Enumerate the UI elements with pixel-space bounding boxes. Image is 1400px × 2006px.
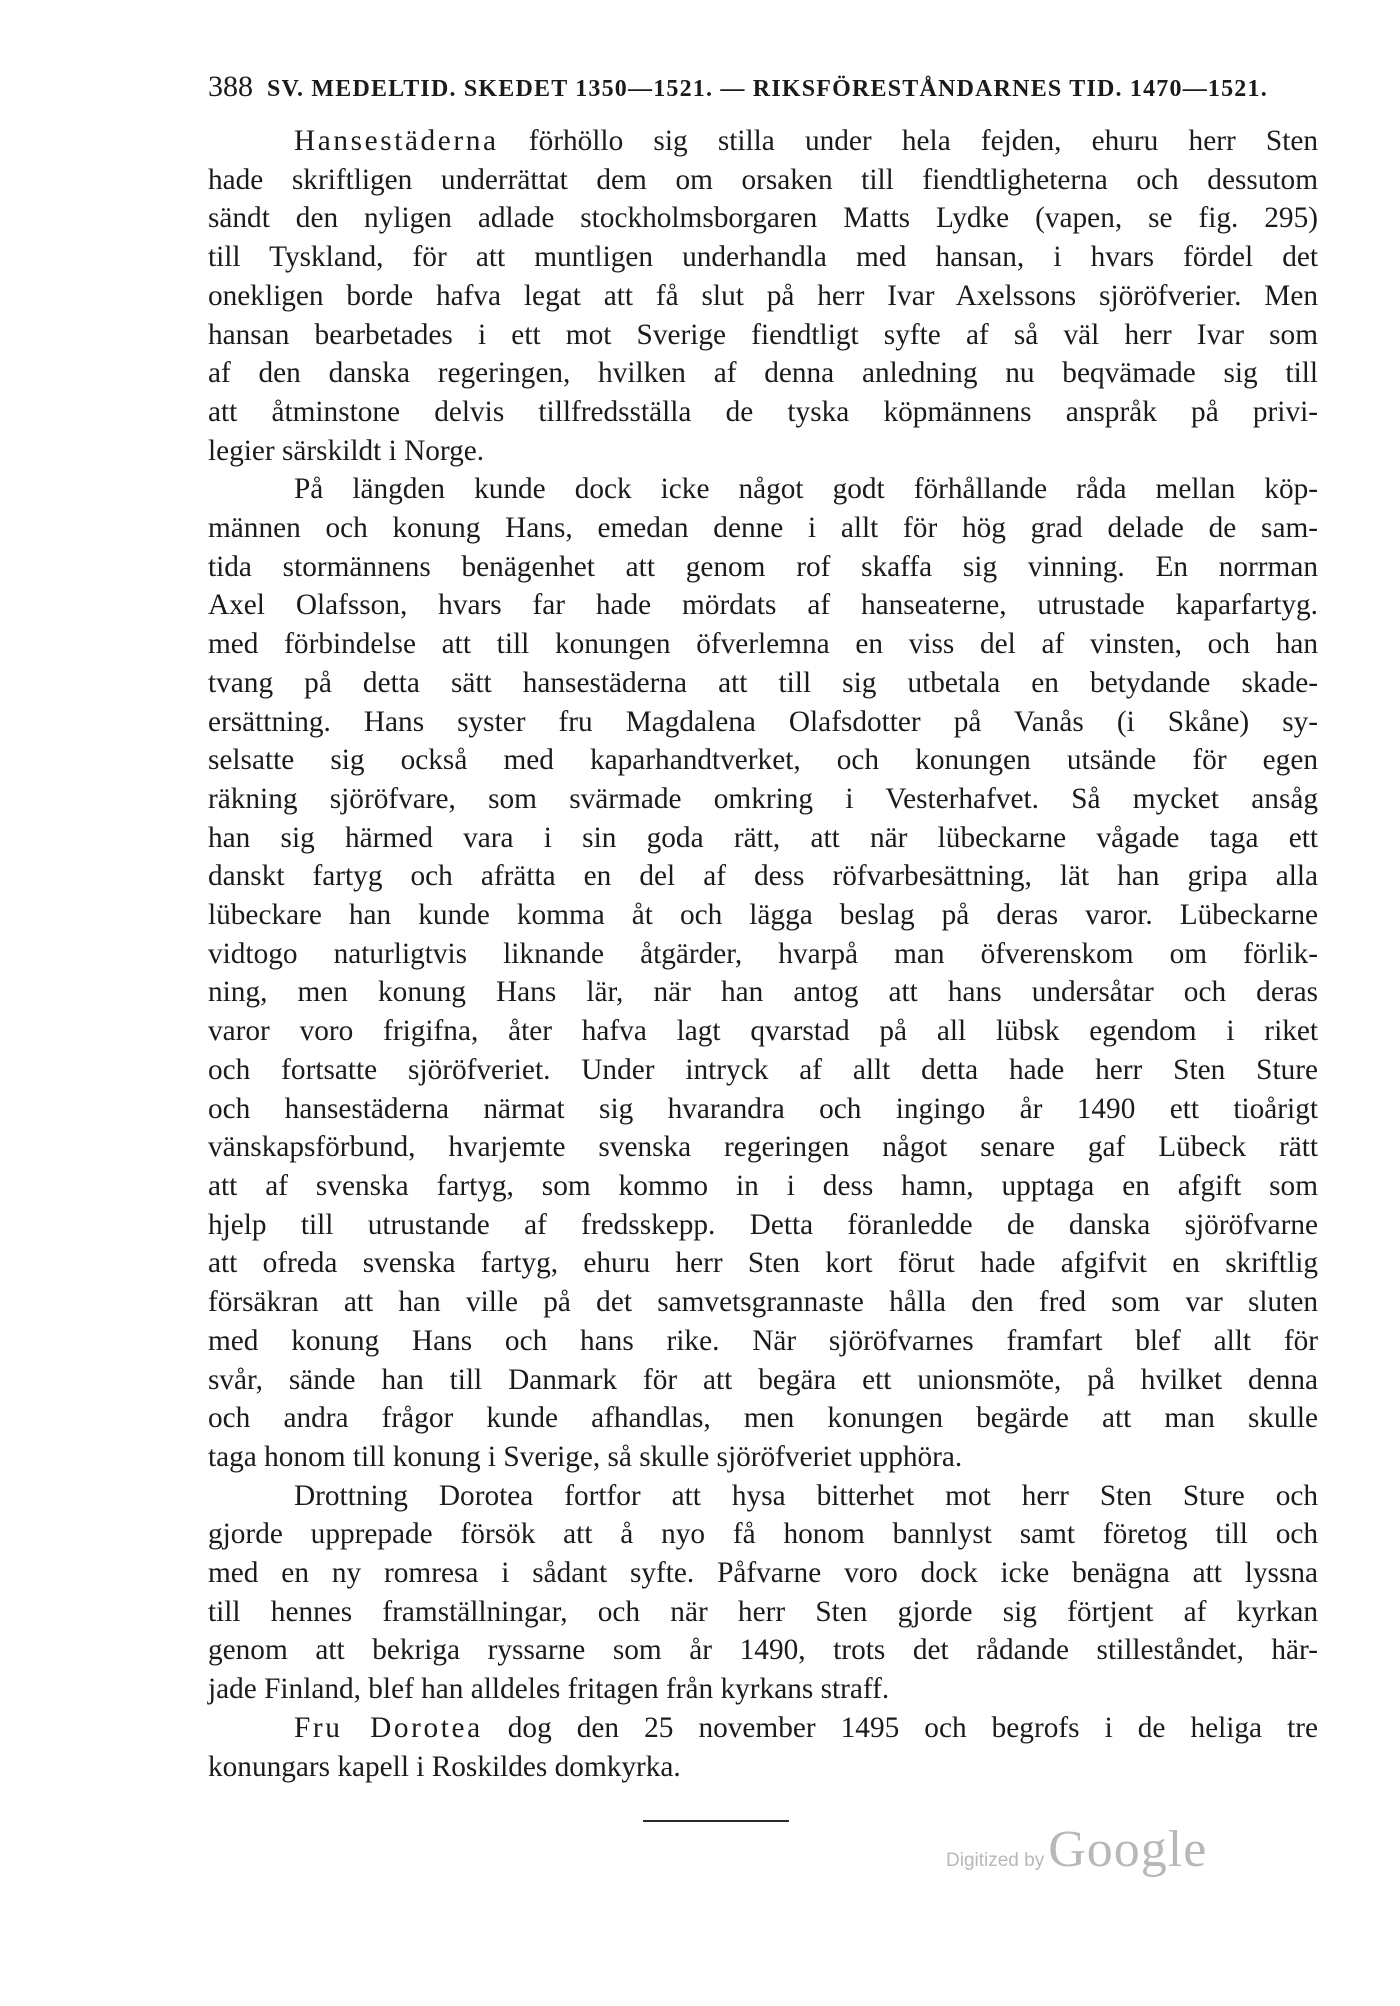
text-line: med förbindelse att till konungen öfverlemna en viss del af vinsten, och han: [208, 628, 1318, 661]
text-line: och fortsatte sjöröfveriet. Under intryck af allt detta hade herr Sten Sture: [208, 1053, 1318, 1086]
text-line: med konung Hans och hans rike. När sjöröfvarnes framfart blef allt för: [208, 1324, 1318, 1357]
text-line: med en ny romresa i sådant syfte. Påfvarne voro dock icke benägna att lyssna: [208, 1557, 1318, 1590]
page-number: 388: [208, 70, 253, 103]
text-line: hjelp till utrustande af fredsskepp. Detta föranledde de danska sjöröfvarne: [208, 1208, 1318, 1241]
text-line: selsatte sig också med kaparhandtverket, och konungen utsände för egen: [208, 744, 1318, 777]
text-line: han sig härmed vara i sin goda rätt, att när lübeckarne vågade taga ett: [208, 821, 1318, 854]
text-line: Axel Olafsson, hvars far hade mördats af hanseaterne, utrustade kaparfartyg.: [208, 589, 1318, 622]
text-line: danskt fartyg och afrätta en del af dess röfvarbesättning, lät han gripa alla: [208, 860, 1318, 893]
text-line: jade Finland, blef han alldeles fritagen från kyrkans straff.: [208, 1673, 890, 1706]
text-line: till hennes framställningar, och när herr Sten gjorde sig förtjent af kyrkan: [208, 1595, 1318, 1628]
book-page: [208, 70, 1318, 1786]
text-line: hade skriftligen underrättat dem om orsaken till fiendtligheterna och dessutom: [208, 163, 1318, 196]
digitized-watermark: [946, 1820, 1207, 1879]
text-line: genom att bekriga ryssarne som år 1490, trots det rådande stilleståndet, här-: [208, 1634, 1318, 1667]
text-line: hansan bearbetades i ett mot Sverige fiendtligt syfte af så väl herr Ivar som: [208, 318, 1318, 351]
paragraph: [208, 122, 1318, 470]
emphasized-term: Hansestäderna: [294, 125, 499, 157]
text-line: till Tyskland, för att muntligen underhandla med hansan, i hvars fördel det: [208, 241, 1318, 274]
text-line: tvang på detta sätt hansestäderna att till sig utbetala en betydande skade-: [208, 666, 1318, 699]
emphasized-term: Fru Dorotea: [294, 1711, 483, 1744]
google-logo: Google: [1048, 1821, 1208, 1878]
text-line: att af svenska fartyg, som kommo in i dess hamn, upptaga en afgift som: [208, 1169, 1318, 1202]
text-line: att åtminstone delvis tillfredsställa de tyska köpmännens anspråk på privi-: [208, 395, 1318, 428]
text-line: försäkran att han ville på det samvetsgrannaste hålla den fred som var sluten: [208, 1286, 1318, 1319]
paragraph: [208, 1477, 1318, 1709]
text-line: och andra frågor kunde afhandlas, men konungen begärde att man skulle: [208, 1402, 1318, 1435]
text-line: vidtogo naturligtvis liknande åtgärder, hvarpå man öfverenskom om förlik-: [208, 937, 1318, 970]
paragraph: [208, 470, 1318, 1476]
watermark-prefix: Digitized by: [946, 1850, 1045, 1871]
text-line: att ofreda svenska fartyg, ehuru herr Sten kort förut hade afgifvit en skriftlig: [208, 1247, 1318, 1280]
text-line: ning, men konung Hans lär, när han antog att hans undersåtar och deras: [208, 976, 1318, 1009]
text-line: vänskapsförbund, hvarjemte svenska regeringen något senare gaf Lübeck rätt: [208, 1131, 1318, 1164]
text-line: taga honom till konung i Sverige, så skulle sjöröfveriet upphöra.: [208, 1440, 963, 1473]
text-line: lübeckare han kunde komma åt och lägga beslag på deras varor. Lübeckarne: [208, 899, 1318, 932]
text-line: sändt den nyligen adlade stockholmsborgaren Matts Lydke (vapen, se fig. 295): [208, 202, 1318, 235]
text-line: onekligen borde hafva legat att få slut på herr Ivar Axelssons sjöröfverier. Men: [208, 279, 1318, 312]
running-header: [208, 70, 1318, 104]
text-line: Drottning Dorotea fortfor att hysa bitterhet mot herr Sten Sture och: [294, 1479, 1318, 1512]
text-line: legier särskildt i Norge.: [208, 434, 485, 467]
text-line: gjorde upprepade försök att å nyo få honom bannlyst samt företog till och: [208, 1518, 1318, 1551]
text-line: konungars kapell i Roskildes domkyrka.: [208, 1750, 681, 1783]
text-line: Fru Dorotea dog den 25 november 1495 och begrofs i de heliga tre: [294, 1711, 1318, 1744]
text-line: räkning sjöröfvare, som svärmade omkring i Vesterhafvet. Så mycket ansåg: [208, 782, 1318, 815]
text-line: ersättning. Hans syster fru Magdalena Olafsdotter på Vanås (i Skåne) sy-: [208, 705, 1318, 738]
text-line: svår, sände han till Danmark för att begära ett unionsmöte, på hvilket denna: [208, 1363, 1318, 1396]
running-title: SV. MEDELTID. SKEDET 1350—1521. — RIKSFÖRESTÅNDARNES TID. 1470—1521.: [267, 76, 1268, 102]
text-line: männen och konung Hans, emedan denne i allt för hög grad delade de sam-: [208, 512, 1318, 545]
text-line: Hansestäderna förhöllo sig stilla under hela fejden, ehuru herr Sten: [294, 125, 1318, 157]
text-line: och hansestäderna närmat sig hvarandra och ingingo år 1490 ett tioårigt: [208, 1092, 1318, 1125]
text-line: af den danska regeringen, hvilken af denna anledning nu beqvämade sig till: [208, 357, 1318, 390]
section-end-rule: [643, 1820, 789, 1822]
text-body: [208, 122, 1318, 1786]
paragraph: [208, 1709, 1318, 1786]
text-line: På längden kunde dock icke något godt förhållande råda mellan köp-: [294, 473, 1318, 506]
text-line: tida stormännens benägenhet att genom rof skaffa sig vinning. En norrman: [208, 550, 1318, 583]
text-line: varor voro frigifna, åter hafva lagt qvarstad på all lübsk egendom i riket: [208, 1015, 1318, 1048]
